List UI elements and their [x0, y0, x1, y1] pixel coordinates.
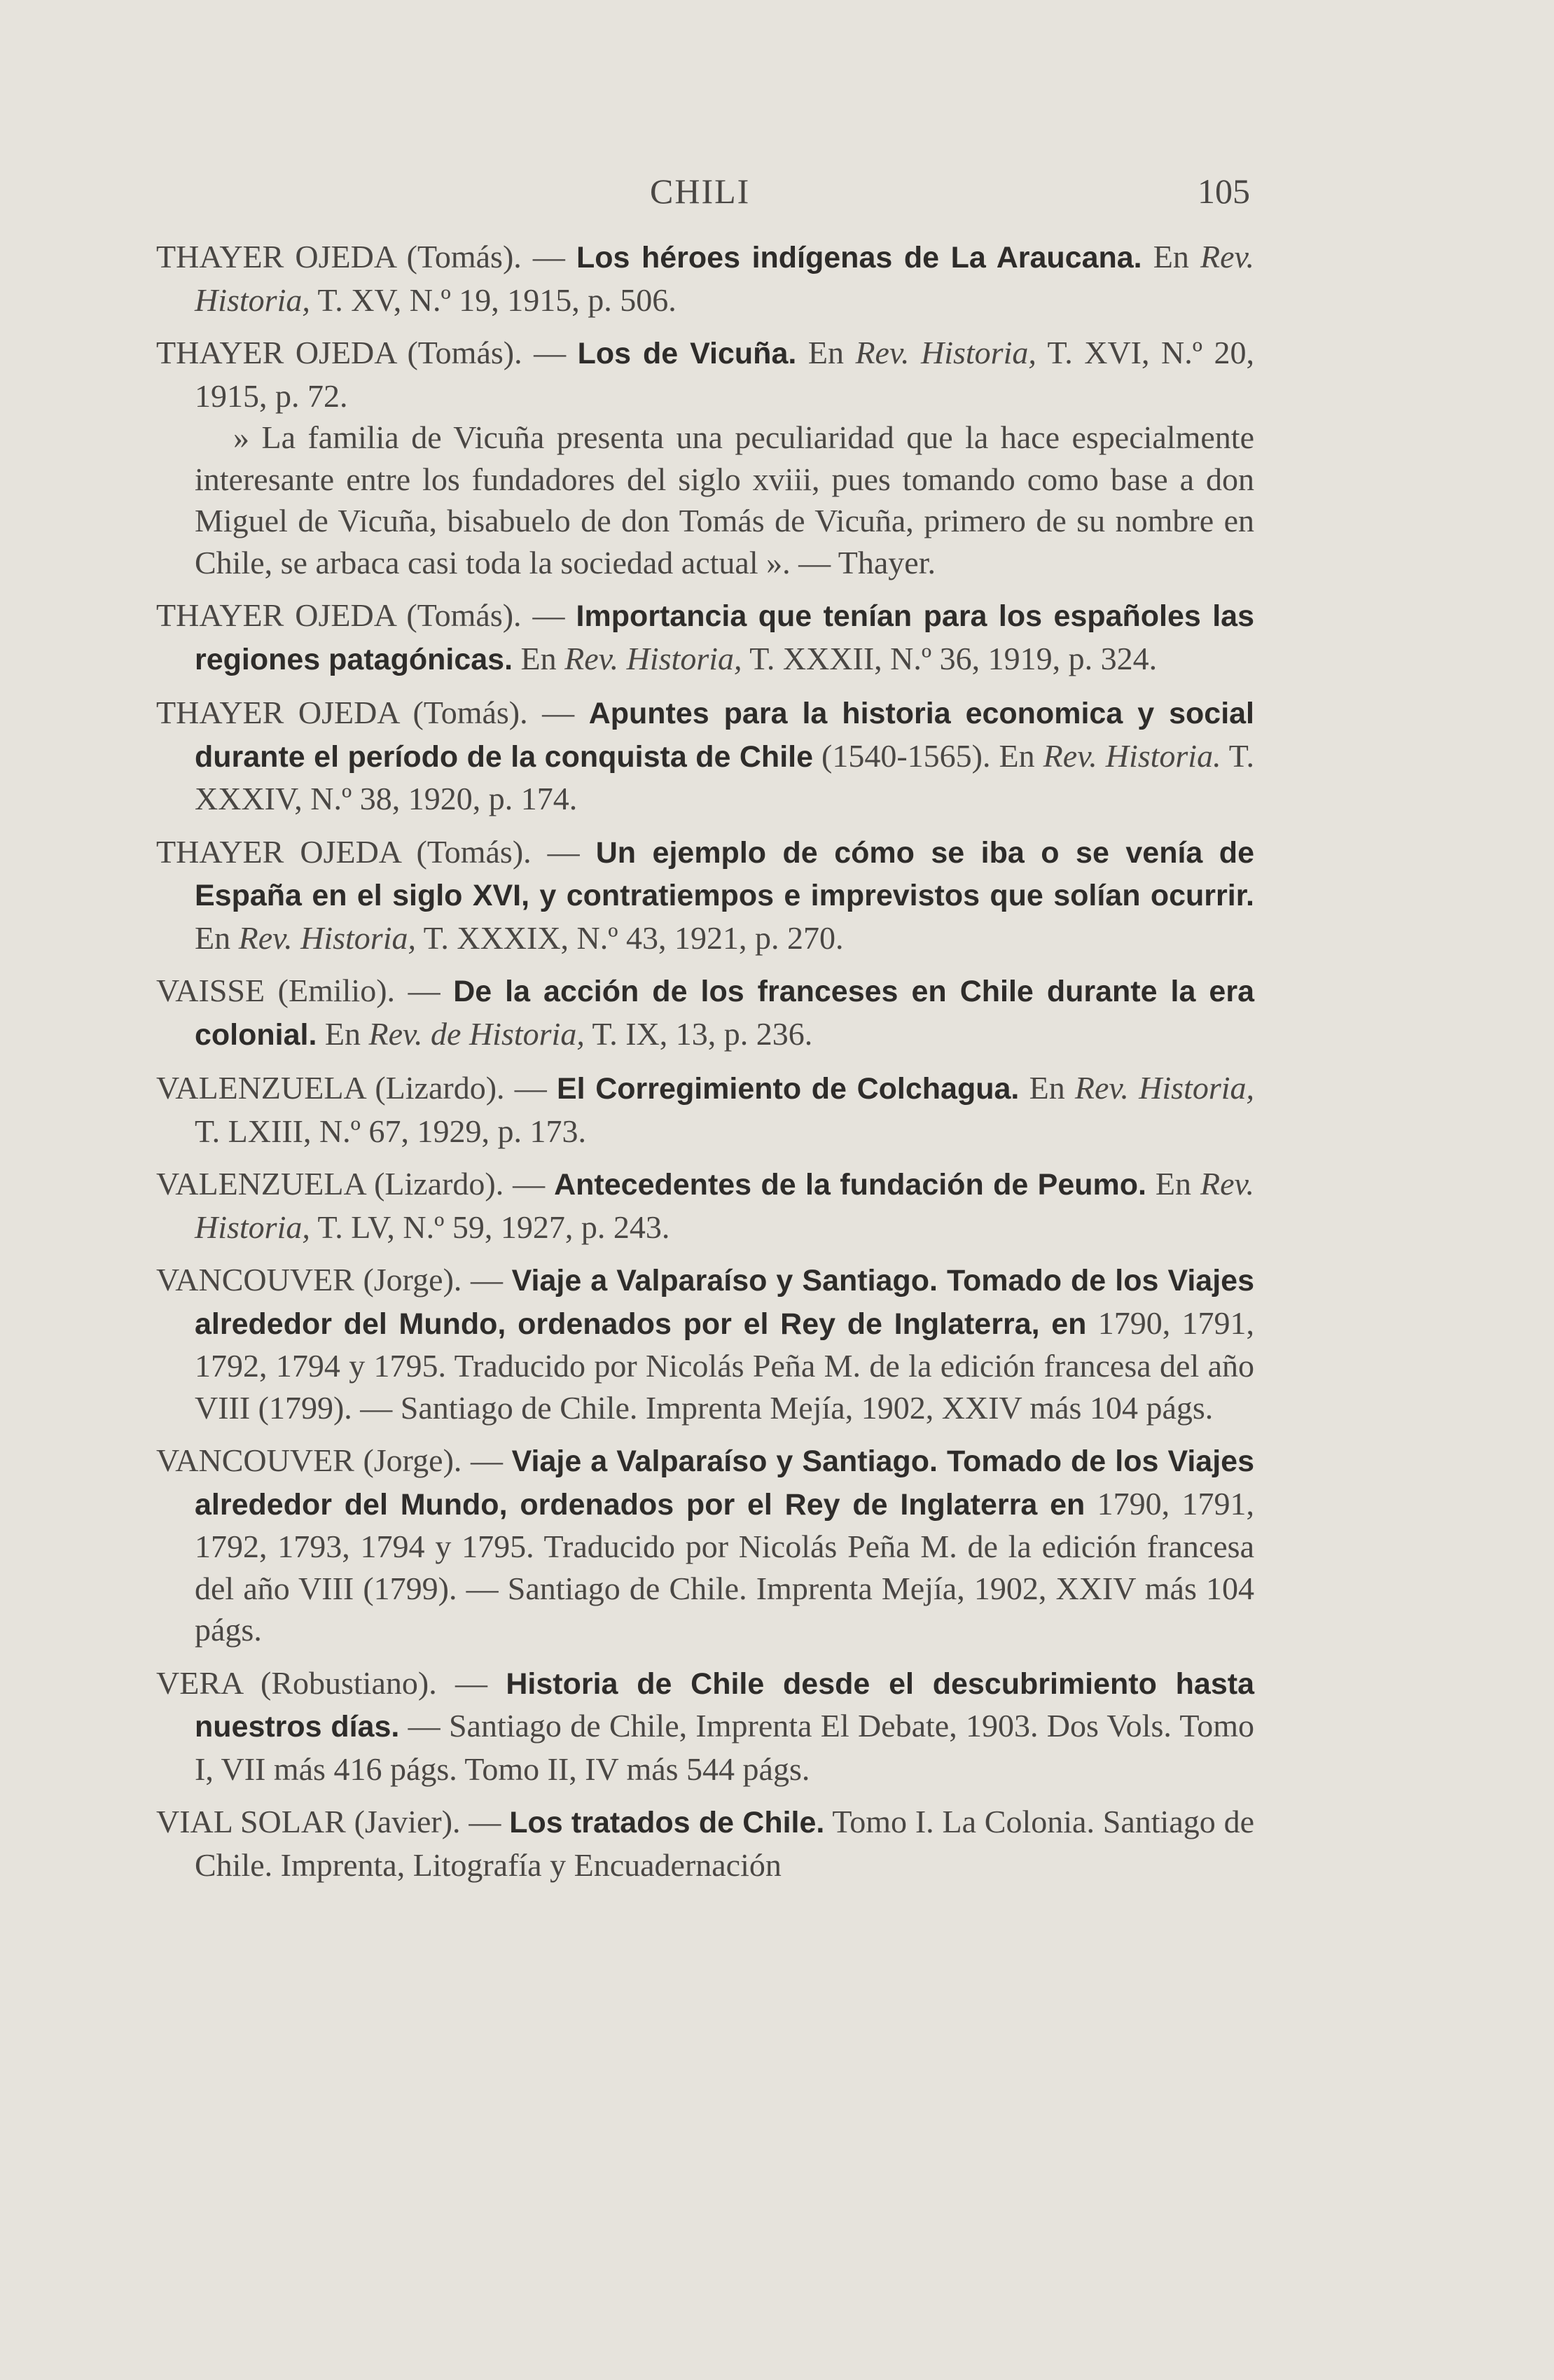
entry-pre-journal: En [1142, 239, 1200, 274]
bibliography-entry [156, 1067, 1254, 1152]
bibliography-entry [156, 1259, 1254, 1428]
bibliography-entry [156, 970, 1254, 1056]
entry-details: T. XXXIX, N.º 43, 1921, p. 270. [416, 919, 844, 956]
entry-journal: Rev. Historia, [195, 1166, 1254, 1245]
entry-pre-journal: (1540-1565). En [813, 737, 1043, 774]
entry-title: Un ejemplo de cómo se iba o se venía de España en el siglo XVI, y contratiempos e imprevistos que solían ocurrir. [195, 835, 1254, 912]
bibliography-entry [156, 692, 1254, 820]
running-title: CHILI [650, 172, 751, 211]
entry-author: VAISSE (Emilio). — [156, 973, 454, 1008]
entry-details: T. XVI, N.º 20, 1915, p. 72. [195, 335, 1255, 414]
bibliography-entry [156, 236, 1254, 321]
entry-author: VALENZUELA (Lizardo). — [156, 1166, 555, 1202]
entry-title: Importancia que tenían para los españoles las regiones patagónicas. [195, 599, 1255, 676]
entry-pre-journal: En [1146, 1166, 1200, 1202]
entry-pre-journal: 1790, 1791, 1792, 1794 y 1795. Traducido por Nicolás Peña M. de la edición francesa del año VIII (1799). — Santiago de Chile. Imprenta Mejía, 1902, XXIV más 104 págs. [195, 1304, 1254, 1426]
entry-author: VERA (Robustiano). — [156, 1664, 506, 1701]
entry-title: Los héroes indígenas de La Araucana. [576, 241, 1142, 274]
entry-pre-journal: En [796, 335, 856, 370]
entry-author: THAYER OJEDA (Tomás). — [156, 335, 578, 370]
entry-pre-journal: En [1019, 1070, 1075, 1106]
entry-title: De la acción de los franceses en Chile durante la era colonial. [195, 975, 1254, 1052]
entry-pre-journal: — Santiago de Chile, Imprenta El Debate, 1903. Dos Vols. Tomo I, VII más 416 págs. Tomo II, IV más 544 págs. [195, 1708, 1255, 1787]
bibliography-entry [156, 1440, 1254, 1651]
entry-journal: Rev. de Historia, [368, 1015, 585, 1052]
bibliography-entry [156, 1662, 1254, 1790]
entry-details: T. LV, N.º 59, 1927, p. 243. [310, 1209, 670, 1245]
entry-note: » La familia de Vicuña presenta una peculiaridad que la hace especialmente interesante entre los fundadores del siglo xviii, pues tomando como base a don Miguel de Vicuña, bisabuelo de don Tomás de Vicuña, primero de su nombre en Chile, se arbaca casi toda la sociedad actual ». — Thayer. [195, 419, 1254, 580]
entry-pre-journal: En [513, 640, 565, 676]
bibliography-entry [156, 332, 1254, 583]
entry-title: Antecedentes de la fundación de Peumo. [554, 1168, 1146, 1202]
page-number: 105 [1198, 172, 1250, 211]
entry-journal: Rev. Historia, [195, 239, 1254, 318]
entry-details: T. LXIII, N.º 67, 1929, p. 173. [195, 1113, 586, 1149]
entry-title: El Corregimiento de Colchagua. [556, 1072, 1020, 1106]
entry-author: THAYER OJEDA (Tomás). — [156, 597, 576, 633]
entry-author: VIAL SOLAR (Javier). — [156, 1804, 510, 1839]
bibliography-entry [156, 1163, 1254, 1248]
entry-title: Los tratados de Chile. [509, 1806, 825, 1839]
bibliography-list [156, 236, 1254, 1897]
entry-details: T. XXXIV, N.º 38, 1920, p. 174. [195, 737, 1254, 816]
entry-pre-journal: En [195, 919, 239, 956]
entry-pre-journal: Tomo I. La Colonia. Santiago de Chile. Imprenta, Litografía y Encuadernación [195, 1804, 1254, 1883]
entry-title: Viaje a Valparaíso y Santiago. Tomado de los Viajes alrededor del Mundo, ordenados por el Rey de Inglaterra en [195, 1445, 1254, 1522]
entry-journal: Rev. Historia, [855, 335, 1036, 370]
entry-author: THAYER OJEDA (Tomás). — [156, 239, 576, 274]
entry-details: T. IX, 13, p. 236. [584, 1015, 813, 1052]
entry-details: T. XV, N.º 19, 1915, p. 506. [310, 281, 677, 318]
entry-journal: Rev. Historia, [1074, 1070, 1255, 1106]
entry-title: Apuntes para la historia economica y social durante el período de la conquista de Chile [195, 697, 1254, 774]
entry-author: VANCOUVER (Jorge). — [156, 1262, 512, 1297]
entry-title: Historia de Chile desde el descubrimiento hasta nuestros días. [195, 1666, 1254, 1744]
bibliography-entry [156, 1801, 1254, 1886]
entry-author: VANCOUVER (Jorge). — [156, 1442, 512, 1478]
entry-author: THAYER OJEDA (Tomás). — [156, 695, 589, 730]
entry-journal: Rev. Historia, [564, 640, 742, 676]
entry-details: T. XXXII, N.º 36, 1919, p. 324. [742, 640, 1158, 676]
bibliography-entry [156, 594, 1254, 681]
entry-title: Viaje a Valparaíso y Santiago. Tomado de los Viajes alrededor del Mundo, ordenados por el Rey de Inglaterra, en [195, 1264, 1254, 1341]
entry-pre-journal: 1790, 1791, 1792, 1793, 1794 y 1795. Traducido por Nicolás Peña M. de la edición francesa del año VIII (1799). — Santiago de Chile. Imprenta Mejía, 1902, XXIV más 104 págs. [195, 1485, 1254, 1648]
bibliography-entry [156, 831, 1254, 959]
entry-journal: Rev. Historia. [1043, 737, 1221, 774]
entry-pre-journal: En [317, 1015, 369, 1052]
entry-author: THAYER OJEDA (Tomás). — [156, 833, 596, 870]
entry-journal: Rev. Historia, [238, 919, 416, 956]
entry-title: Los de Vicuña. [577, 337, 797, 370]
running-header [0, 167, 1554, 216]
entry-author: VALENZUELA (Lizardo). — [156, 1070, 557, 1106]
